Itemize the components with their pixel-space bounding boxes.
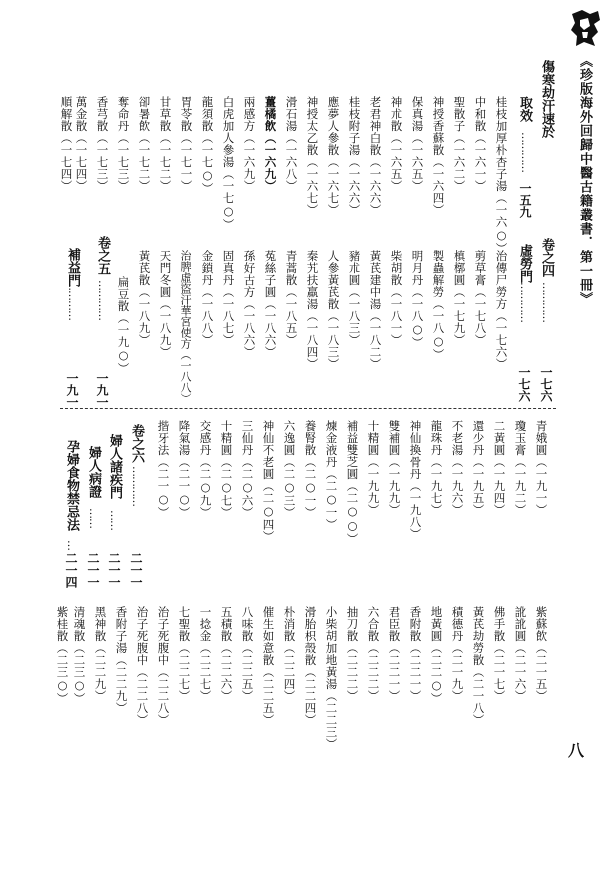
toc-entry: 小柴胡加地黃湯（二二三） <box>324 606 339 750</box>
toc-entry: 還少丹（一九五） <box>471 420 486 516</box>
page-ref: 二一一 <box>107 552 121 588</box>
toc-entry: 黃芪劫勞散（二一八） <box>471 606 486 726</box>
toc-entry: 豬朮圓（一八三） <box>347 250 362 346</box>
toc-entry: 金鎖丹（一八八） <box>200 250 215 346</box>
page-ref: 一七六 <box>539 366 553 402</box>
toc-entry: 地黃圓（二二○） <box>429 606 444 705</box>
toc-entry: 紫蘇飲（二一五） <box>534 606 549 702</box>
toc-entry: 薑橘飲（一六九） <box>263 96 278 192</box>
toc-entry: 青蒿散（一八五） <box>284 250 299 346</box>
toc-entry: 香附散（二二一） <box>408 606 423 702</box>
toc-entry: 積德丹（二一九） <box>450 606 465 702</box>
toc-entry: 順解散（一七四） <box>59 96 74 192</box>
toc-entry: 滑胎枳殼散（二二四） <box>303 606 318 726</box>
toc-entry: 香芎散（一七三） <box>95 96 110 192</box>
section-heading: 虛勞門 <box>517 244 532 283</box>
toc-entry: 保真湯（一六五） <box>410 96 425 192</box>
page-ref: 二一一 <box>86 552 100 588</box>
leader-dots: ………… <box>518 282 531 322</box>
band-divider <box>60 408 556 409</box>
toc-entry: 滑石湯（一六八） <box>284 96 299 192</box>
toc-entry: 人參黃芪散（一八三） <box>326 250 341 370</box>
leader-dots: ………… <box>540 282 553 322</box>
toc-entry: 神朮散（一六五） <box>389 96 404 192</box>
toc-entry: 交感丹（二○九） <box>198 420 213 519</box>
toc-entry: 三仙丹（二○六） <box>240 420 255 519</box>
volume-heading: 卷之六 <box>129 424 144 463</box>
toc-entry: 桂枝附子湯（一六六） <box>347 96 362 216</box>
toc-entry: 抽刀散（二二二） <box>345 606 360 702</box>
toc-entry: 萬金散（一七四） <box>74 96 89 192</box>
toc-entry: 香附子湯（二二九） <box>114 606 129 714</box>
toc-entry: 中和散（一六一） <box>473 96 488 192</box>
toc-entry: 孫好古方（一八六） <box>242 250 257 358</box>
toc-entry: 治傳尸勞方（一七六） <box>494 250 509 370</box>
section-heading: 傷寒劫汗速於 <box>539 60 554 138</box>
toc-entry: 聖散子（一六二） <box>452 96 467 192</box>
toc-entry: 治子死腹中（二二八） <box>156 606 171 726</box>
series-title: 《珍版海外回歸中醫古籍叢書．第一冊》 <box>577 54 592 306</box>
toc-entry: 青娥圓（一九一） <box>534 420 549 516</box>
toc-entry: 補益雙芝圓（二○○） <box>345 420 360 545</box>
toc-entry: 龍須散（一七○） <box>200 96 215 195</box>
toc-entry: 二黃圓（一九四） <box>492 420 507 516</box>
page-ref: 一七六 <box>517 366 531 402</box>
toc-entry: 菟絲子圓（一八六） <box>263 250 278 358</box>
toc-entry: 老君神白散（一六六） <box>368 96 383 216</box>
toc-entry: 十精圓（一九九） <box>366 420 381 516</box>
toc-entry: 瓊玉膏（一九二） <box>513 420 528 516</box>
toc-entry: 朴消散（二二四） <box>282 606 297 702</box>
toc-entry: 一捻金（二二七） <box>198 606 213 702</box>
toc-entry: 固真丹（一八七） <box>221 250 236 346</box>
toc-entry: 扁豆散（一九○） <box>116 276 131 375</box>
toc-entry: 白虎加人參湯（一七○） <box>221 96 236 231</box>
toc-entry: 雙補圓（一九九） <box>387 420 402 516</box>
leader-dots: ………… <box>96 280 109 320</box>
toc-entry: 七聖散（二二七） <box>177 606 192 702</box>
toc-entry: 六逸圓（二○三） <box>282 420 297 519</box>
toc-entry: 降氣湯（二一○） <box>177 420 192 519</box>
toc-entry: 催生如意散（二二五） <box>261 606 276 726</box>
section-heading: 婦人諸疾門 <box>107 434 122 499</box>
section-heading: 補益門 <box>65 248 80 287</box>
leader-dots: …… <box>87 508 100 528</box>
toc-entry: 佛手散（二一七） <box>492 606 507 702</box>
toc-entry: 柴胡散（一八一） <box>389 250 404 346</box>
toc-entry: 十精圓（二○七） <box>219 420 234 519</box>
toc-entry: 應夢人參散（一六七） <box>326 96 341 216</box>
page-number: 八 <box>568 741 585 760</box>
leader-dots: ………… <box>66 280 79 320</box>
toc-entry: 揩牙法（二一○） <box>156 420 171 519</box>
toc-entry: 八味散（二二五） <box>240 606 255 702</box>
section-heading: 孕婦食物禁忌法 <box>64 440 79 531</box>
toc-entry: 養腎散（二○一） <box>303 420 318 519</box>
page-ref: 二一一 <box>129 552 143 588</box>
toc-entry: 製蟲解勞（一八○） <box>431 250 446 361</box>
toc-entry: 紫桂散（二三○） <box>55 606 70 705</box>
page-ref: 一九一 <box>65 372 79 408</box>
publisher-logo-icon <box>568 8 602 48</box>
toc-entry: 奪命丹（一七三） <box>116 96 131 192</box>
section-heading: 婦人病證 <box>86 446 101 498</box>
volume-heading: 卷之四 <box>539 238 554 277</box>
toc-entry: 天門冬圓（一八九） <box>158 250 173 358</box>
toc-entry: 訛訛圓（二一六） <box>513 606 528 702</box>
page-ref: 一九一 <box>95 372 109 408</box>
toc-entry: 六合散（二二二） <box>366 606 381 702</box>
toc-entry: 黃芪散（一八九） <box>137 250 152 346</box>
toc-entry: 治脾虛盜汗華宮使方（一八八） <box>179 250 192 404</box>
toc-entry: 君臣散（二二一） <box>387 606 402 702</box>
toc-entry: 黃芪建中湯（一八二） <box>368 250 383 370</box>
toc-entry: 神仙換骨丹（一九八） <box>408 420 423 540</box>
toc-entry: 桂枝加厚朴杏子湯（一六○） <box>494 96 509 255</box>
toc-entry: 清魂散（二三○） <box>72 606 87 705</box>
toc-entry: 明月丹（一八○） <box>410 250 425 349</box>
volume-heading: 卷之五 <box>95 236 110 275</box>
toc-entry: 龍珠丹（一九七） <box>429 420 444 516</box>
toc-entry: 五積散（二二六） <box>219 606 234 702</box>
toc-entry: 秦艽扶羸湯（一八四） <box>305 250 320 370</box>
toc-entry: 神仙不老圓（二○四） <box>261 420 276 543</box>
section-heading: 取效 <box>517 96 532 122</box>
leader-dots: ………… <box>130 466 143 506</box>
page-ref: 二一四 <box>64 552 78 588</box>
toc-entry: 煉金液丹（二○一） <box>324 420 339 531</box>
leader-dots: ………… <box>519 132 532 172</box>
toc-entry: 卻暑飲（一七二） <box>137 96 152 192</box>
page-ref: 一五九 <box>518 182 532 218</box>
toc-entry: 槙槨圓（一七九） <box>452 250 467 346</box>
leader-dots: …… <box>108 510 121 530</box>
toc-entry: 剪草膏（一七八） <box>473 250 488 346</box>
toc-entry: 兩感方（一六九） <box>242 96 257 192</box>
toc-entry: 神授香蘇散（一六四） <box>431 96 446 216</box>
toc-entry: 甘草散（一七二） <box>158 96 173 192</box>
toc-entry: 胃苓散（一七一） <box>179 96 194 192</box>
toc-entry: 黑神散（二二九） <box>93 606 108 702</box>
toc-entry: 神授太乙散（一六七） <box>305 96 320 216</box>
toc-entry: 治子死腹中（二二八） <box>135 606 150 726</box>
toc-entry: 不老湯（一九六） <box>450 420 465 516</box>
leader-dots: … <box>65 540 78 550</box>
